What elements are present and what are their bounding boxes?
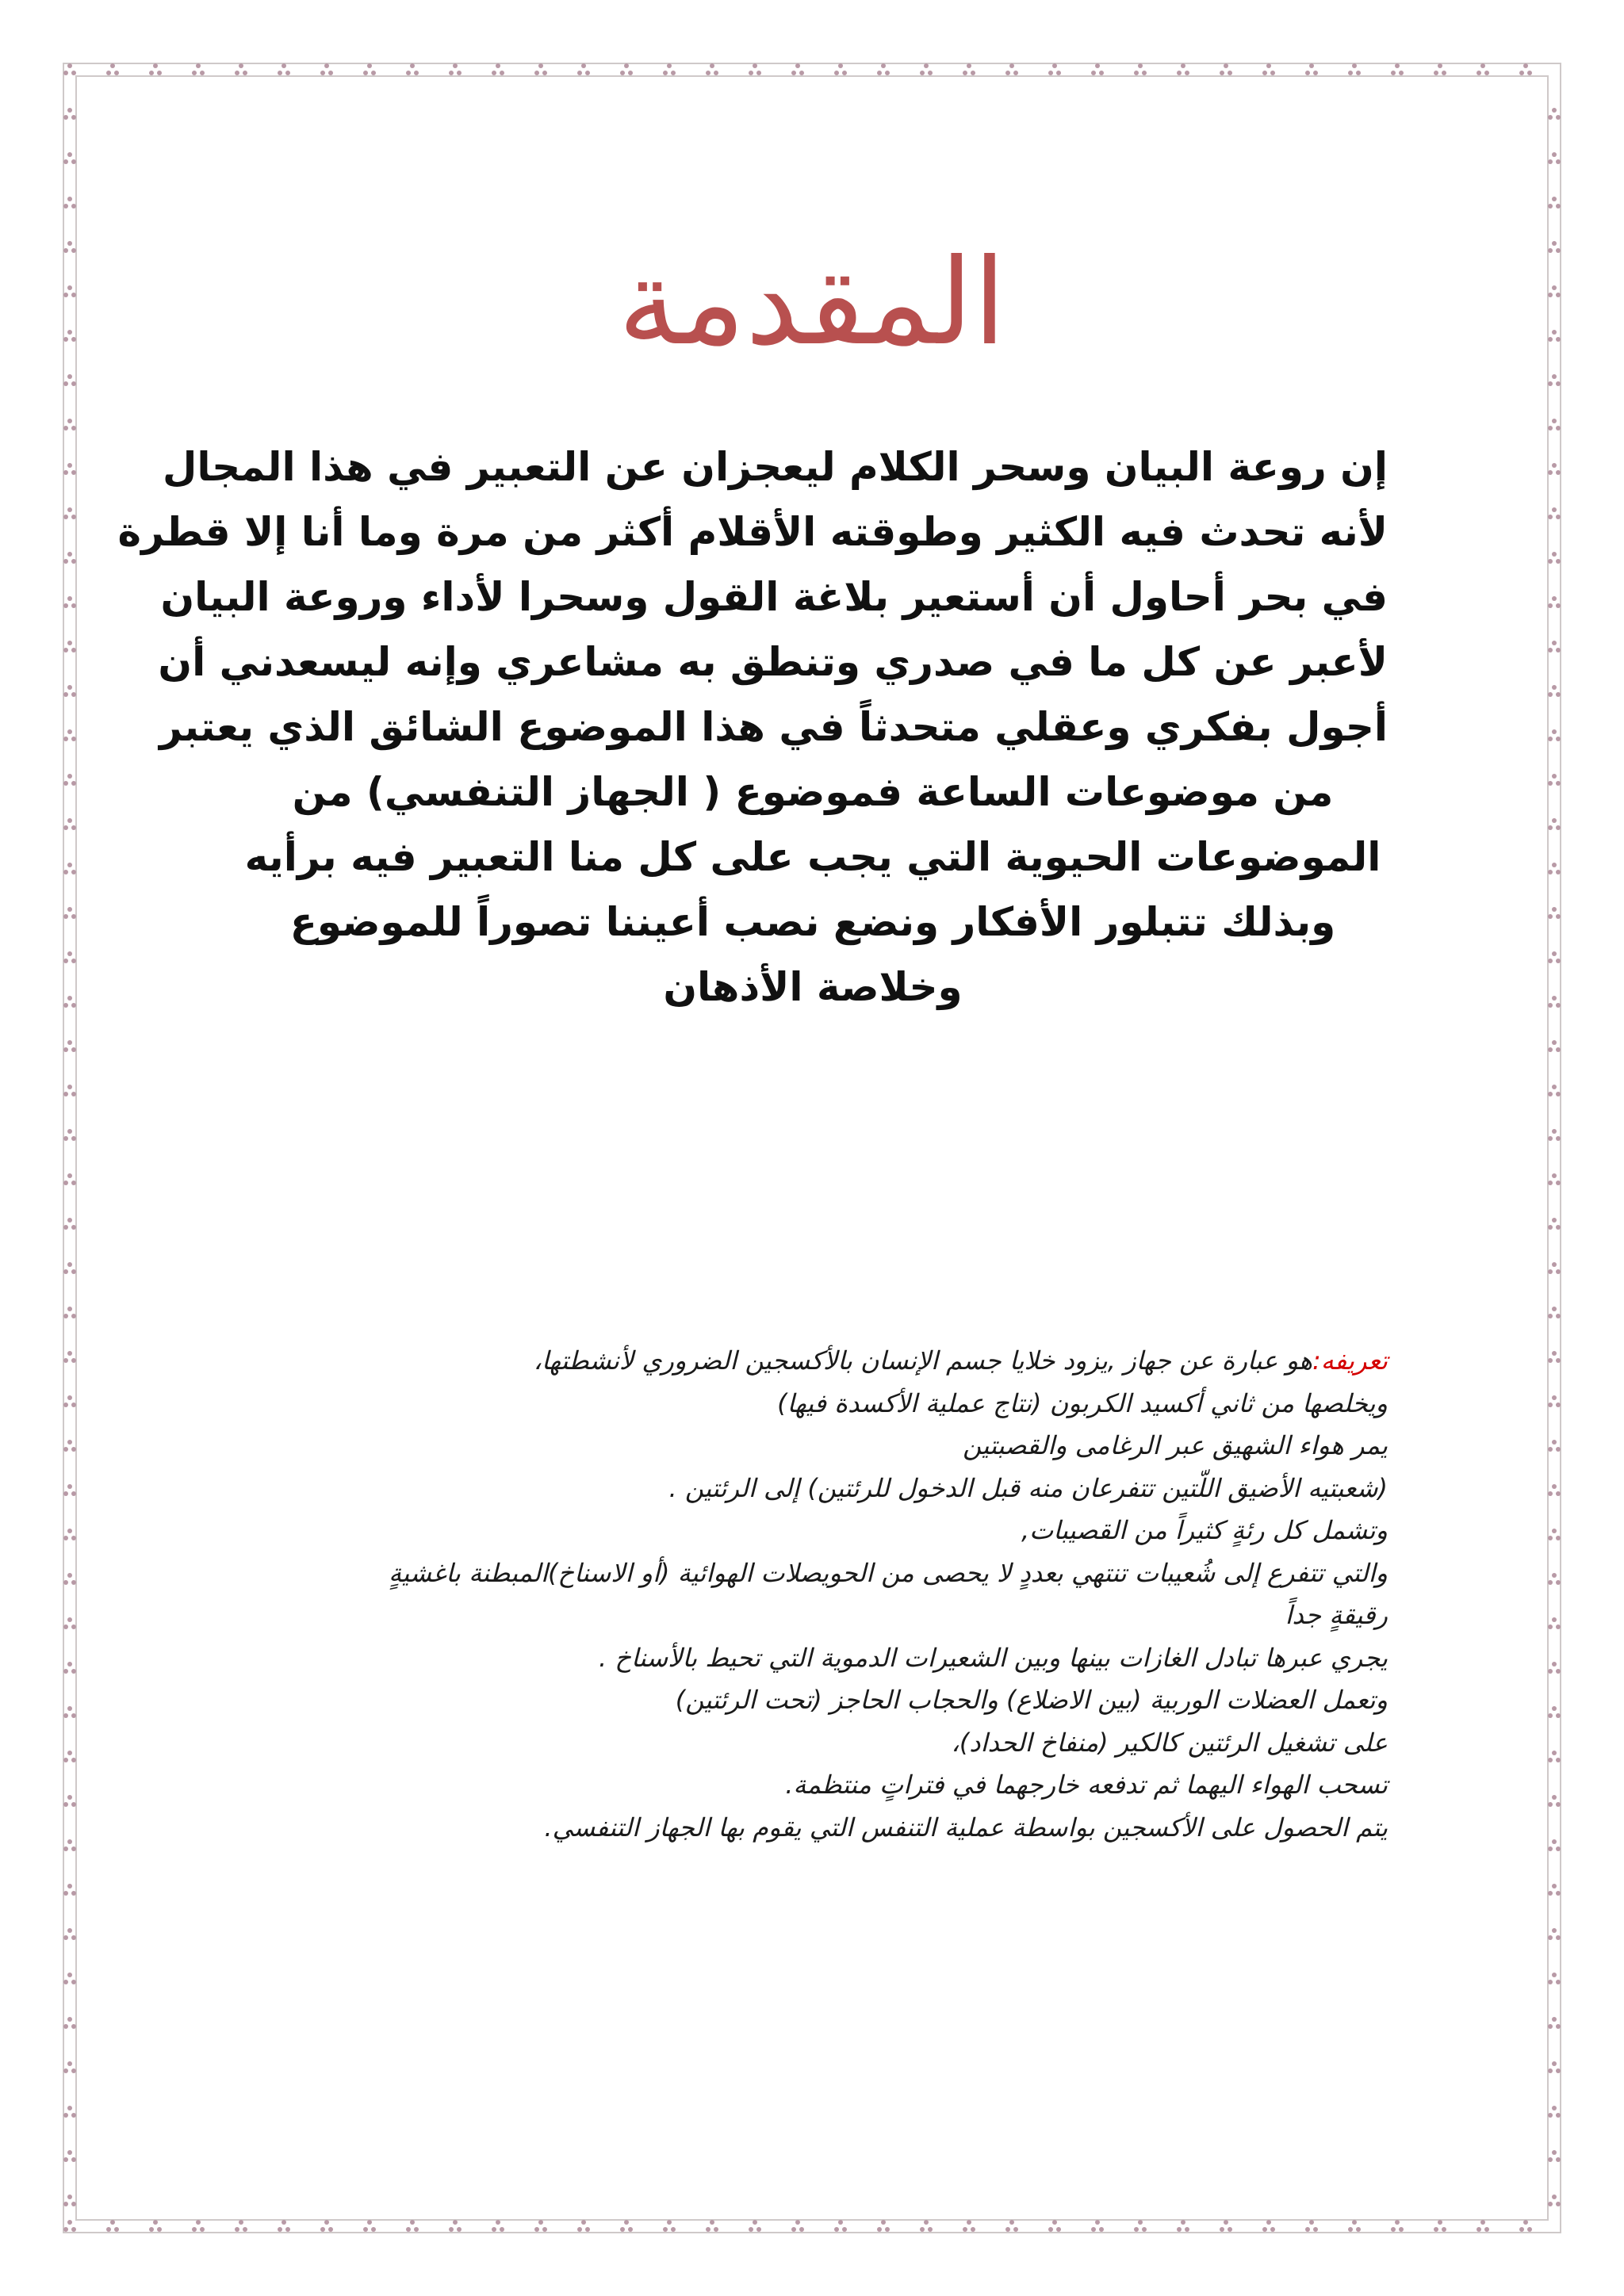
border-ornament bbox=[63, 1529, 76, 1540]
border-ornament bbox=[834, 2220, 847, 2232]
border-ornament bbox=[1548, 2150, 1561, 2162]
intro-line: إن روعة البيان وسحر الكلام ليعجزان عن التعبير في هذا المجال bbox=[162, 444, 1388, 490]
border-ornament bbox=[1548, 774, 1561, 786]
border-ornament bbox=[63, 641, 76, 652]
border-ornament bbox=[791, 2220, 804, 2232]
border-ornament bbox=[1262, 2220, 1275, 2232]
border-ornament bbox=[791, 63, 804, 75]
border-ornament bbox=[235, 63, 247, 75]
definition-line: ويخلصها من ثاني أكسيد الكربون (نتاج عملية الأكسدة فيها) bbox=[777, 1387, 1388, 1418]
border-ornament bbox=[877, 2220, 890, 2232]
border-ornament bbox=[1548, 907, 1561, 919]
border-ornament bbox=[492, 2220, 504, 2232]
border-ornament bbox=[1548, 1173, 1561, 1185]
border-ornament bbox=[1262, 63, 1275, 75]
definition-section bbox=[270, 1340, 1388, 1849]
border-ornament bbox=[534, 2220, 547, 2232]
definition-label: تعريفه: bbox=[1312, 1345, 1388, 1376]
intro-line: الموضوعات الحيوية التي يجب على كل منا التعبير فيه برأيه bbox=[244, 834, 1381, 880]
border-ornament bbox=[1177, 63, 1189, 75]
border-ornament bbox=[63, 1040, 76, 1052]
border-ornament bbox=[663, 2220, 676, 2232]
border-ornament bbox=[1548, 685, 1561, 697]
border-ornament bbox=[63, 1173, 76, 1185]
border-ornament bbox=[1548, 1973, 1561, 1984]
intro-line: لأعبر عن كل ما في صدري وتنطق به مشاعري وإنه ليسعدني أن bbox=[158, 639, 1388, 685]
border-ornament bbox=[235, 2220, 247, 2232]
border-ornament bbox=[1548, 1884, 1561, 1896]
definition-line: وتعمل العضلات الوربية (بين الاضلاع) والحجاب الحاجز (تحت الرئتين) bbox=[675, 1685, 1388, 1715]
border-ornament bbox=[1548, 863, 1561, 874]
border-ornament bbox=[1548, 108, 1561, 120]
border-ornament bbox=[63, 1617, 76, 1629]
border-ornament bbox=[1548, 197, 1561, 209]
border-ornament bbox=[1548, 818, 1561, 830]
border-ornament bbox=[63, 552, 76, 564]
border-ornament bbox=[63, 108, 76, 120]
border-ornament bbox=[278, 2220, 290, 2232]
border-ornament bbox=[1048, 63, 1061, 75]
border-ornament bbox=[63, 1440, 76, 1452]
border-ornament bbox=[63, 2195, 76, 2206]
intro-line: وخلاصة الأذهان bbox=[663, 964, 963, 1010]
definition-first-line bbox=[270, 1340, 1388, 1383]
border-ornament bbox=[63, 419, 76, 430]
border-ornament bbox=[1548, 1085, 1561, 1096]
border-ornament bbox=[1391, 2220, 1404, 2232]
border-ornament bbox=[1548, 996, 1561, 1008]
border-ornament bbox=[706, 63, 718, 75]
border-ornament bbox=[1548, 1573, 1561, 1585]
border-ornament bbox=[1134, 2220, 1147, 2232]
definition-line: (شعبتيه الأضيق اللّتين تتفرعان منه قبل الدخول للرئتين) إلى الرئتين . bbox=[668, 1472, 1388, 1503]
border-ornament bbox=[1548, 951, 1561, 963]
border-ornament bbox=[449, 63, 462, 75]
border-ornament bbox=[1548, 552, 1561, 564]
border-ornament bbox=[363, 63, 376, 75]
border-ornament bbox=[1091, 63, 1104, 75]
border-ornament bbox=[63, 1129, 76, 1141]
border-ornament bbox=[1305, 63, 1318, 75]
border-ornament bbox=[920, 63, 933, 75]
border-ornament bbox=[63, 1973, 76, 1984]
border-ornament bbox=[1548, 1484, 1561, 1496]
border-ornament bbox=[577, 2220, 590, 2232]
border-ornament bbox=[63, 2106, 76, 2118]
definition-line: رقيقةٍ جداً bbox=[1285, 1600, 1388, 1630]
border-ornament bbox=[63, 1351, 76, 1363]
border-ornament bbox=[106, 2220, 119, 2232]
border-ornament bbox=[749, 63, 761, 75]
border-ornament bbox=[1348, 63, 1361, 75]
border-ornament bbox=[1548, 1218, 1561, 1230]
border-ornament bbox=[1434, 63, 1446, 75]
border-ornament bbox=[1477, 2220, 1489, 2232]
border-ornament bbox=[492, 63, 504, 75]
border-ornament bbox=[1548, 2017, 1561, 2029]
border-ornament bbox=[320, 63, 333, 75]
border-ornament bbox=[1220, 63, 1232, 75]
border-ornament bbox=[877, 63, 890, 75]
definition-line: يمر هواء الشهيق عبر الرغامى والقصبتين bbox=[963, 1430, 1388, 1460]
border-ornament bbox=[63, 463, 76, 475]
border-ornament bbox=[63, 863, 76, 874]
border-ornament bbox=[63, 2017, 76, 2029]
border-ornament bbox=[63, 1928, 76, 1940]
border-ornament bbox=[63, 63, 76, 75]
border-ornament bbox=[749, 2220, 761, 2232]
border-ornament bbox=[63, 152, 76, 164]
border-ornament bbox=[1177, 2220, 1189, 2232]
border-ornament bbox=[63, 685, 76, 697]
border-ornament bbox=[63, 1884, 76, 1896]
border-ornament bbox=[1548, 1662, 1561, 1674]
border-ornament bbox=[620, 63, 633, 75]
border-ornament bbox=[63, 1751, 76, 1762]
border-ornament bbox=[1091, 2220, 1104, 2232]
border-ornament bbox=[1548, 1839, 1561, 1851]
border-ornament bbox=[63, 2150, 76, 2162]
border-ornament bbox=[663, 63, 676, 75]
definition-line: يجري عبرها تبادل الغازات بينها وبين الشعيرات الدموية التي تحيط بالأسناخ . bbox=[598, 1642, 1388, 1673]
border-ornament bbox=[63, 907, 76, 919]
definition-line: على تشغيل الرئتين كالكير (منفاخ الحداد)، bbox=[951, 1727, 1388, 1758]
page-title: المقدمة bbox=[618, 234, 1006, 372]
border-ornament bbox=[1005, 63, 1018, 75]
border-ornament bbox=[278, 63, 290, 75]
border-ornament bbox=[63, 1262, 76, 1274]
border-ornament bbox=[63, 774, 76, 786]
border-ornament bbox=[63, 2220, 76, 2232]
border-ornament bbox=[1548, 463, 1561, 475]
border-ornament bbox=[1548, 419, 1561, 430]
border-ornament bbox=[1548, 729, 1561, 741]
border-ornament bbox=[1548, 1617, 1561, 1629]
border-ornament bbox=[1348, 2220, 1361, 2232]
intro-line: لأنه تحدث فيه الكثير وطوقته الأقلام أكثر من مرة وما أنا إلا قطرة bbox=[117, 509, 1388, 555]
border-ornament bbox=[63, 1218, 76, 1230]
border-ornament bbox=[63, 818, 76, 830]
border-ornament bbox=[406, 2220, 419, 2232]
border-ornament bbox=[1548, 1529, 1561, 1540]
border-ornament bbox=[406, 63, 419, 75]
border-ornament bbox=[920, 2220, 933, 2232]
definition-line: تسحب الهواء اليهما ثم تدفعه خارجهما في فتراتٍ منتظمة. bbox=[785, 1770, 1388, 1800]
border-ornament bbox=[1220, 2220, 1232, 2232]
border-ornament bbox=[63, 1795, 76, 1807]
border-ornament bbox=[63, 1085, 76, 1096]
border-ornament bbox=[1548, 1928, 1561, 1940]
border-ornament bbox=[534, 63, 547, 75]
border-ornament bbox=[1391, 63, 1404, 75]
border-ornament bbox=[63, 729, 76, 741]
border-ornament bbox=[963, 2220, 975, 2232]
definition-line: يتم الحصول على الأكسجين بواسطة عملية التنفس التي يقوم بها الجهاز التنفسي. bbox=[544, 1812, 1388, 1843]
border-ornament bbox=[1548, 1040, 1561, 1052]
border-ornament bbox=[963, 63, 975, 75]
border-ornament bbox=[63, 1706, 76, 1718]
border-ornament bbox=[620, 2220, 633, 2232]
border-ornament bbox=[834, 63, 847, 75]
border-ornament bbox=[1548, 1751, 1561, 1762]
border-ornament bbox=[1548, 1440, 1561, 1452]
border-ornament bbox=[149, 63, 162, 75]
border-ornament bbox=[706, 2220, 718, 2232]
border-ornament bbox=[1548, 1351, 1561, 1363]
border-ornament bbox=[1548, 1262, 1561, 1274]
border-ornament bbox=[1477, 63, 1489, 75]
border-ornament bbox=[1548, 1795, 1561, 1807]
border-ornament bbox=[63, 596, 76, 608]
definition-text: هو عبارة عن جهاز ,يزود خلايا جسم الإنسان بالأكسجين الضروري لأنشطتها، bbox=[533, 1345, 1312, 1376]
border-ornament bbox=[63, 951, 76, 963]
border-ornament bbox=[1548, 1307, 1561, 1318]
border-ornament bbox=[192, 63, 205, 75]
border-ornament bbox=[1548, 1706, 1561, 1718]
border-ornament bbox=[1048, 2220, 1061, 2232]
intro-line: في بحر أحاول أن أستعير بلاغة القول وسحرا لأداء وروعة البيان bbox=[160, 574, 1388, 620]
intro-line: أجول بفكري وعقلي متحدثاً في هذا الموضوع الشائق الذي يعتبر bbox=[159, 704, 1388, 750]
border-ornament bbox=[449, 2220, 462, 2232]
border-ornament bbox=[320, 2220, 333, 2232]
border-ornament bbox=[63, 1662, 76, 1674]
border-ornament bbox=[63, 1395, 76, 1407]
border-ornament bbox=[63, 2061, 76, 2073]
border-ornament bbox=[577, 63, 590, 75]
border-ornament bbox=[1548, 1395, 1561, 1407]
border-ornament bbox=[63, 996, 76, 1008]
definition-line: وتشمل كل رئةٍ كثيراً من القصيبات, bbox=[1021, 1515, 1388, 1545]
introduction-paragraph bbox=[117, 434, 1388, 1020]
border-ornament bbox=[1548, 2195, 1561, 2206]
border-ornament bbox=[363, 2220, 376, 2232]
border-ornament bbox=[192, 2220, 205, 2232]
border-ornament bbox=[1548, 2106, 1561, 2118]
border-ornament bbox=[63, 1307, 76, 1318]
border-ornament bbox=[63, 507, 76, 519]
intro-line: من موضوعات الساعة فموضوع ( الجهاز التنفسي) من bbox=[292, 769, 1334, 815]
border-ornament bbox=[1434, 2220, 1446, 2232]
border-ornament bbox=[1548, 641, 1561, 652]
border-ornament bbox=[63, 1573, 76, 1585]
definition-line: والتي تتفرع إلى شُعيبات تنتهي بعددٍ لا يحصى من الحويصلات الهوائية (أو الاسناخ)المبطنة باغشيةٍ bbox=[389, 1557, 1388, 1588]
border-ornament bbox=[1305, 2220, 1318, 2232]
border-ornament bbox=[1005, 2220, 1018, 2232]
border-ornament bbox=[149, 2220, 162, 2232]
border-ornament bbox=[1548, 2061, 1561, 2073]
border-ornament bbox=[63, 1484, 76, 1496]
border-ornament bbox=[1548, 596, 1561, 608]
border-ornament bbox=[63, 1839, 76, 1851]
border-ornament bbox=[1519, 2220, 1532, 2232]
border-ornament bbox=[63, 197, 76, 209]
border-ornament bbox=[1548, 1129, 1561, 1141]
border-ornament bbox=[1548, 152, 1561, 164]
border-ornament bbox=[1548, 507, 1561, 519]
border-ornament bbox=[1134, 63, 1147, 75]
border-ornament bbox=[106, 63, 119, 75]
border-ornament bbox=[1519, 63, 1532, 75]
intro-line: وبذلك تتبلور الأفكار ونضع نصب أعيننا تصوراً للموضوع bbox=[289, 899, 1336, 945]
